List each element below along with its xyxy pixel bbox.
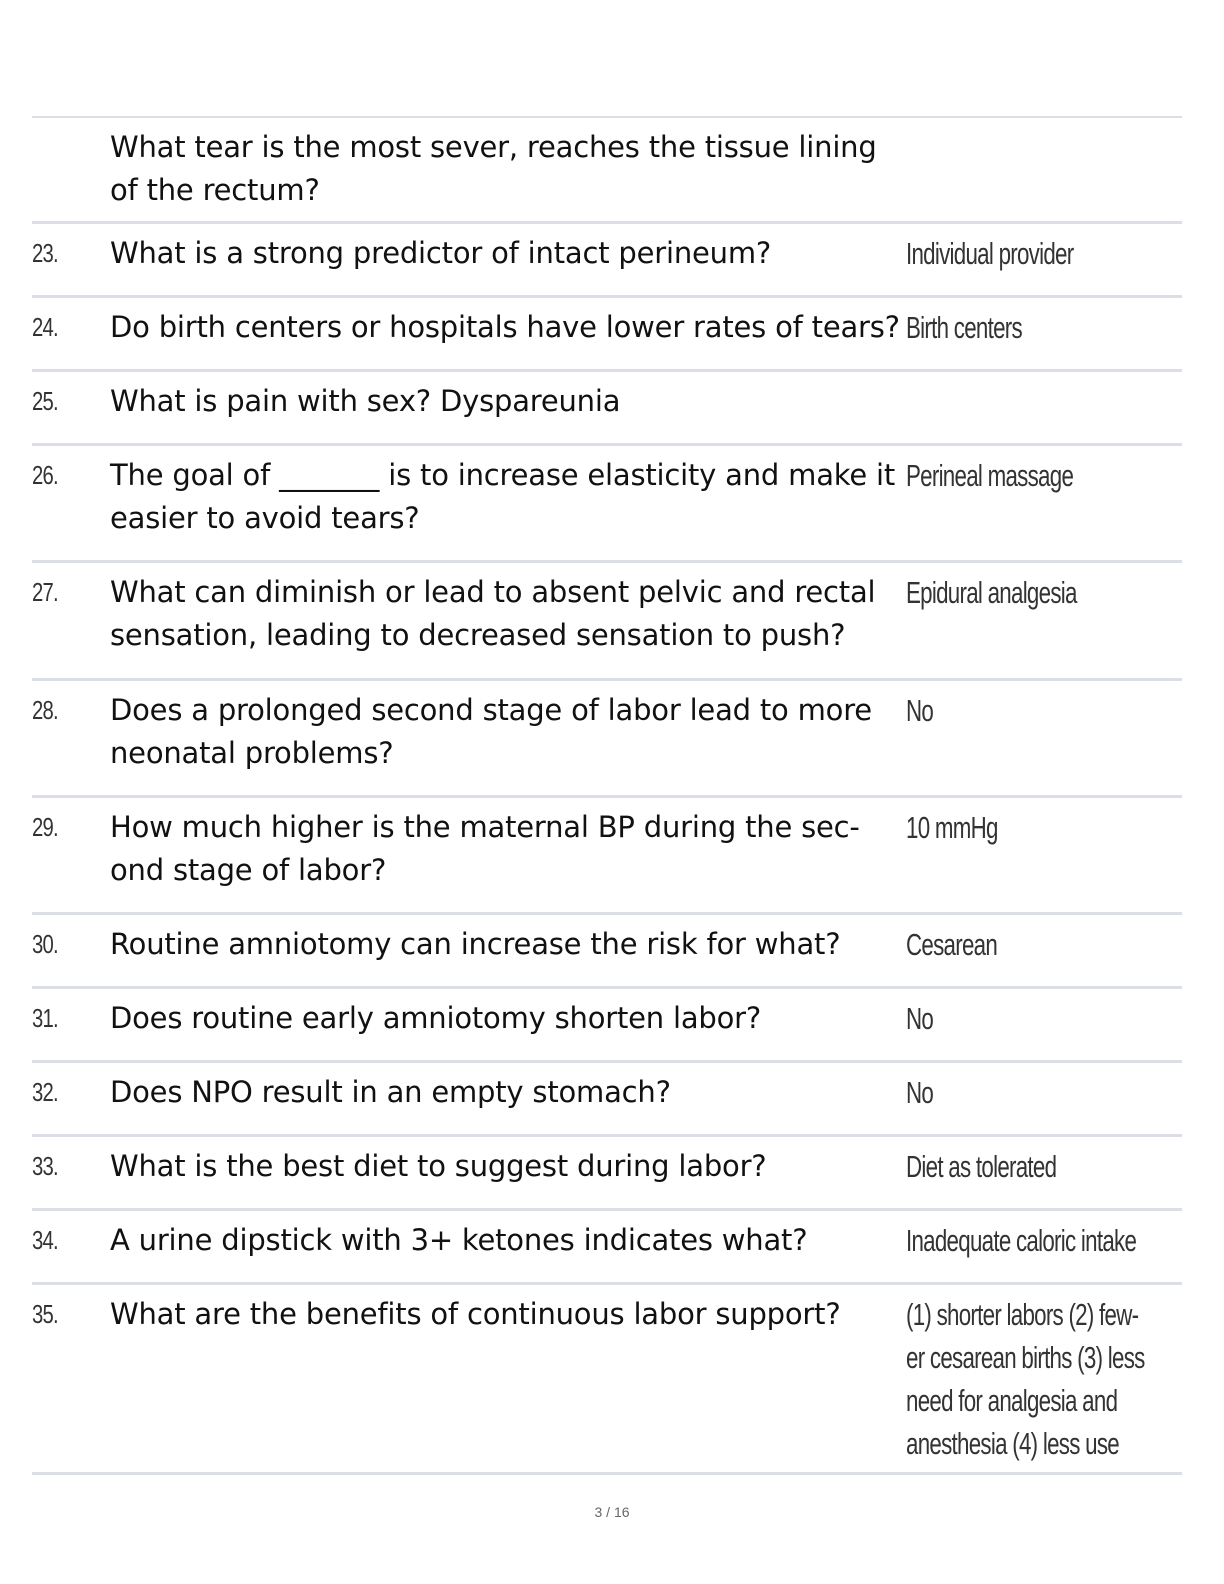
question-number: 26. bbox=[32, 460, 58, 490]
qa-table bbox=[32, 116, 1182, 1475]
qa-row bbox=[32, 1137, 1182, 1211]
answer-text bbox=[906, 306, 1182, 349]
qa-row bbox=[32, 372, 1182, 446]
answer-line: Perineal massage bbox=[906, 458, 1074, 493]
question-number: 30. bbox=[32, 929, 58, 959]
answer-text bbox=[906, 1293, 1224, 1465]
question-number: 32. bbox=[32, 1077, 58, 1107]
question-text bbox=[110, 232, 906, 275]
question-number: 29. bbox=[32, 812, 58, 842]
answer-line: anesthesia (4) less use bbox=[906, 1426, 1119, 1461]
question-text bbox=[110, 1071, 906, 1114]
question-text bbox=[110, 689, 906, 775]
qa-row bbox=[32, 1285, 1182, 1475]
question-text bbox=[110, 126, 906, 212]
question-text bbox=[110, 1219, 906, 1262]
answer-text bbox=[906, 380, 1182, 423]
answer-text bbox=[906, 454, 1182, 497]
answer-text bbox=[906, 232, 1182, 275]
question-line: Routine amniotomy can increase the risk for what? bbox=[110, 927, 841, 961]
question-number: 33. bbox=[32, 1151, 58, 1181]
answer-text bbox=[906, 997, 1182, 1040]
question-line: Does a prolonged second stage of labor lead to more bbox=[110, 693, 872, 727]
question-line: What is pain with sex? Dyspareunia bbox=[110, 384, 621, 418]
question-text bbox=[110, 454, 906, 540]
qa-row bbox=[32, 298, 1182, 372]
question-text bbox=[110, 571, 906, 657]
answer-line: Diet as tolerated bbox=[906, 1149, 1057, 1184]
question-number: 35. bbox=[32, 1299, 58, 1329]
question-line: What are the benefits of continuous labor support? bbox=[110, 1297, 841, 1331]
answer-line: 10 mmHg bbox=[906, 810, 998, 845]
answer-text bbox=[906, 689, 1182, 732]
question-line: ond stage of labor? bbox=[110, 853, 387, 887]
qa-row bbox=[32, 681, 1182, 798]
answer-line: Cesarean bbox=[906, 927, 998, 962]
question-text bbox=[110, 806, 906, 892]
question-text bbox=[110, 997, 906, 1040]
answer-text bbox=[906, 923, 1182, 966]
question-text bbox=[110, 306, 906, 349]
answer-line: No bbox=[906, 1075, 934, 1110]
question-number: 23. bbox=[32, 238, 58, 268]
question-line: The goal of _______ is to increase elasticity and make it bbox=[110, 458, 896, 492]
question-number: 31. bbox=[32, 1003, 58, 1033]
question-number: 27. bbox=[32, 577, 58, 607]
answer-line: (1) shorter labors (2) few- bbox=[906, 1297, 1139, 1332]
question-line: of the rectum? bbox=[110, 173, 320, 207]
question-text bbox=[110, 380, 906, 423]
qa-row bbox=[32, 563, 1182, 681]
answer-line: er cesarean births (3) less bbox=[906, 1340, 1145, 1375]
question-line: A urine dipstick with 3+ ketones indicates what? bbox=[110, 1223, 808, 1257]
answer-text bbox=[906, 1219, 1224, 1262]
question-number: 25. bbox=[32, 386, 58, 416]
question-line: What can diminish or lead to absent pelvic and rectal bbox=[110, 575, 876, 609]
answer-text bbox=[906, 126, 1182, 169]
answer-line: Birth centers bbox=[906, 310, 1022, 345]
answer-line: Inadequate caloric intake bbox=[906, 1223, 1137, 1258]
qa-row bbox=[32, 1211, 1182, 1285]
question-line: What tear is the most sever, reaches the tissue lining bbox=[110, 130, 877, 164]
answer-text bbox=[906, 571, 1182, 614]
answer-line: Epidural analgesia bbox=[906, 575, 1077, 610]
question-line: Does routine early amniotomy shorten labor? bbox=[110, 1001, 762, 1035]
qa-row bbox=[32, 915, 1182, 989]
question-line: Do birth centers or hospitals have lower rates of tears? bbox=[110, 310, 900, 344]
answer-line: Individual provider bbox=[906, 236, 1074, 271]
question-line: neonatal problems? bbox=[110, 736, 394, 770]
answer-text bbox=[906, 806, 1182, 849]
qa-row bbox=[32, 989, 1182, 1063]
question-number: 24. bbox=[32, 312, 58, 342]
qa-row bbox=[32, 118, 1182, 224]
qa-row bbox=[32, 1063, 1182, 1137]
page-number: 3 / 16 bbox=[594, 1504, 630, 1520]
question-number: 28. bbox=[32, 695, 58, 725]
question-line: What is a strong predictor of intact perineum? bbox=[110, 236, 772, 270]
question-line: Does NPO result in an empty stomach? bbox=[110, 1075, 671, 1109]
question-line: easier to avoid tears? bbox=[110, 501, 420, 535]
answer-line: No bbox=[906, 1001, 934, 1036]
qa-row bbox=[32, 798, 1182, 915]
question-line: sensation, leading to decreased sensation to push? bbox=[110, 618, 846, 652]
answer-text bbox=[906, 1145, 1182, 1188]
question-line: How much higher is the maternal BP during the sec- bbox=[110, 810, 860, 844]
answer-line: need for analgesia and bbox=[906, 1383, 1118, 1418]
question-text bbox=[110, 1145, 906, 1188]
question-line: What is the best diet to suggest during labor? bbox=[110, 1149, 767, 1183]
answer-text bbox=[906, 1071, 1182, 1114]
question-number: 34. bbox=[32, 1225, 58, 1255]
question-text bbox=[110, 923, 906, 966]
qa-row bbox=[32, 224, 1182, 298]
answer-line: No bbox=[906, 693, 934, 728]
qa-row bbox=[32, 446, 1182, 563]
question-text bbox=[110, 1293, 906, 1336]
